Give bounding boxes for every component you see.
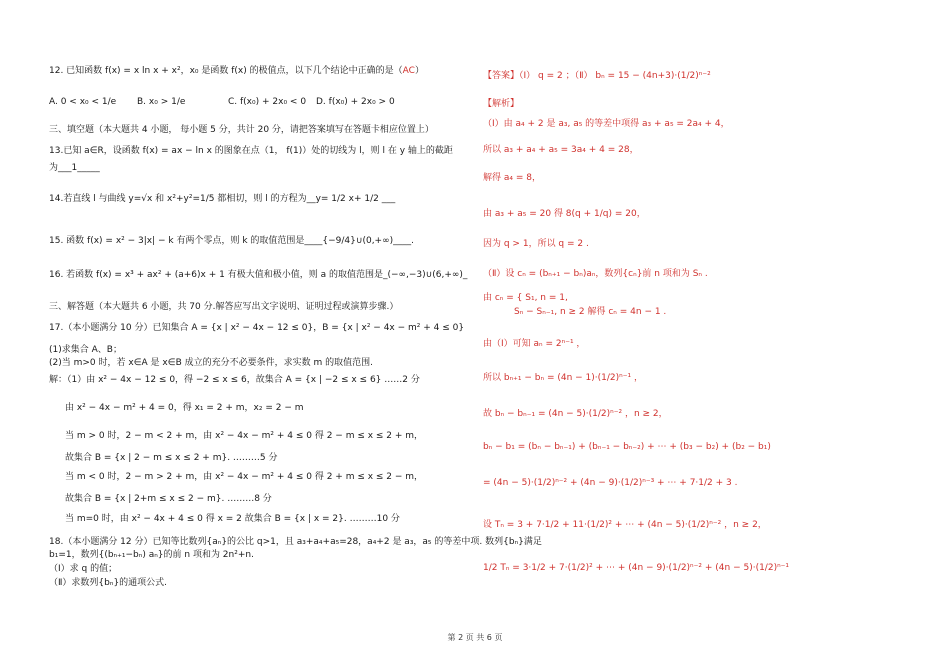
question-18-line2: b₁=1，数列{(bₙ₊₁−bₙ) aₙ}的前 n 项和为 2n²+n. bbox=[49, 550, 254, 560]
answer-text: （Ⅰ） q = 2 ；（Ⅱ） bₙ = 15 − (4n+3)·(1/2)ⁿ⁻² bbox=[519, 71, 711, 81]
question-17: 17.（本小题满分 10 分）已知集合 A = {x | x² − 4x − 12 ≤ 0}，B = {x | x² − 4x − m² + 4 ≤ 0} bbox=[49, 323, 465, 333]
solution-17-step4: 故集合 B = {x | 2 − m ≤ x ≤ 2 + m}. ………5 分 bbox=[65, 453, 278, 463]
analysis-step7b: Sₙ − Sₙ₋₁, n ≥ 2 解得 cₙ = 4n − 1 . bbox=[514, 307, 667, 317]
question-12-option-a: A. 0 < x₀ < 1/e bbox=[49, 97, 117, 107]
question-12 bbox=[49, 65, 424, 77]
analysis-step11: bₙ − b₁ = (bₙ − bₙ₋₁) + (bₙ₋₁ − bₙ₋₂) + ⋯ + (b₃ − b₂) + (b₂ − b₁) bbox=[483, 442, 771, 452]
section-fill-blank-heading: 三、填空题（本大题共 4 小题， 每小题 5 分，共计 20 分，请把答案填写在答题卡相应位置上） bbox=[49, 125, 434, 135]
page-footer: 第 2 页 共 6 页 bbox=[447, 633, 503, 642]
solution-17-step2: 由 x² − 4x − m² + 4 = 0，得 x₁ = 2 + m，x₂ = 2 − m bbox=[65, 403, 304, 413]
analysis-step12: = (4n − 5)·(1/2)ⁿ⁻² + (4n − 9)·(1/2)ⁿ⁻³ + ⋯ + 7·1/2 + 3 . bbox=[483, 478, 738, 488]
analysis-step7a: 由 cₙ = { S₁, n = 1, bbox=[483, 293, 568, 303]
question-12-option-b: B. x₀ > 1/e bbox=[137, 97, 186, 107]
answer-label: 【答案】 bbox=[483, 71, 520, 81]
question-12-answer: AC bbox=[402, 66, 415, 76]
question-18-part1: （Ⅰ）求 q 的值； bbox=[49, 564, 118, 574]
question-18-part2: （Ⅱ）求数列{bₙ}的通项公式. bbox=[49, 578, 168, 588]
question-12-close: ） bbox=[414, 66, 424, 76]
question-12-text: 12. 已知函数 f(x) = x ln x + x²，x₀ 是函数 f(x) 的极值点，以下几个结论中正确的是（ bbox=[49, 66, 403, 76]
analysis-step14: 1/2 Tₙ = 3·1/2 + 7·(1/2)² + ⋯ + (4n − 9)·(1/2)ⁿ⁻² + (4n − 5)·(1/2)ⁿ⁻¹ bbox=[483, 563, 790, 573]
question-16: 16. 若函数 f(x) = x³ + ax² + (a+6)x + 1 有极大值和极小值，则 a 的取值范围是_(−∞,−3)∪(6,+∞)_ bbox=[49, 270, 468, 280]
solution-17-step6: 故集合 B = {x | 2+m ≤ x ≤ 2 − m}. ………8 分 bbox=[65, 494, 272, 504]
solution-17-step3: 当 m > 0 时，2 − m < 2 + m，由 x² − 4x − m² + 4 ≤ 0 得 2 − m ≤ x ≤ 2 + m， bbox=[65, 431, 424, 441]
analysis-step8: 由（Ⅰ）可知 aₙ = 2ⁿ⁻¹ ， bbox=[483, 339, 586, 349]
analysis-step9: 所以 bₙ₊₁ − bₙ = (4n − 1)·(1/2)ⁿ⁻¹ ， bbox=[483, 373, 643, 383]
analysis-step2: 所以 a₃ + a₄ + a₅ = 3a₄ + 4 = 28， bbox=[483, 145, 639, 155]
analysis-step13: 设 Tₙ = 3 + 7·1/2 + 11·(1/2)² + ⋯ + (4n − 5)·(1/2)ⁿ⁻² ，n ≥ 2， bbox=[483, 520, 767, 530]
section-answer-heading: 三、解答题（本大题共 6 小题，共 70 分.解答应写出文字说明、证明过程或演算步骤.） bbox=[49, 302, 399, 312]
question-17-part1: (1)求集合 A、B； bbox=[49, 345, 122, 355]
question-13-line2: 为___1_____ bbox=[49, 163, 100, 173]
question-15: 15. 函数 f(x) = x² − 3|x| − k 有两个零点，则 k 的取值范围是____{−9/4}∪(0,+∞)____. bbox=[49, 236, 414, 246]
solution-17-step5: 当 m < 0 时，2 − m > 2 + m，由 x² − 4x − m² + 4 ≤ 0 得 2 + m ≤ x ≤ 2 − m， bbox=[65, 472, 424, 482]
analysis-step6: （Ⅱ）设 cₙ = (bₙ₊₁ − bₙ)aₙ，数列{cₙ}前 n 项和为 Sₙ . bbox=[483, 269, 708, 279]
analysis-step5: 因为 q > 1，所以 q = 2 . bbox=[483, 239, 589, 249]
question-12-option-c: C. f(x₀) + 2x₀ < 0 bbox=[228, 97, 307, 107]
question-12-option-d: D. f(x₀) + 2x₀ > 0 bbox=[316, 97, 395, 107]
analysis-step3: 解得 a₄ = 8， bbox=[483, 173, 541, 183]
analysis-step1: （Ⅰ）由 a₄ + 2 是 a₃, a₅ 的等差中项得 a₃ + a₅ = 2a₄ + 4， bbox=[483, 119, 730, 129]
solution-17-step7: 当 m=0 时，由 x² − 4x + 4 ≤ 0 得 x = 2 故集合 B = {x | x = 2}. ………10 分 bbox=[65, 514, 400, 524]
question-18-line1: 18.（本小题满分 12 分）已知等比数列{aₙ}的公比 q>1，且 a₃+a₄+a₅=28，a₄+2 是 a₃，a₅ 的等差中项. 数列{bₙ}满足 bbox=[49, 537, 542, 547]
analysis-step4: 由 a₃ + a₅ = 20 得 8(q + 1/q) = 20， bbox=[483, 209, 646, 219]
question-13-line1: 13.已知 a∈R，设函数 f(x) = ax − ln x 的图象在点（1， f(1)）处的切线为 l，则 l 在 y 轴上的截距 bbox=[49, 146, 453, 156]
answer-line bbox=[483, 70, 711, 82]
question-17-part2: (2)当 m>0 时，若 x∈A 是 x∈B 成立的充分不必要条件，求实数 m 的取值范围. bbox=[49, 358, 373, 368]
analysis-step10: 故 bₙ − bₙ₋₁ = (4n − 5)·(1/2)ⁿ⁻² ，n ≥ 2， bbox=[483, 409, 668, 419]
analysis-label: 【解析】 bbox=[483, 99, 520, 109]
question-14: 14.若直线 l 与曲线 y=√x 和 x²+y²=1/5 都相切，则 l 的方程为__y= 1/2 x+ 1/2 ___ bbox=[49, 194, 396, 204]
solution-17-step1: 解：（1）由 x² − 4x − 12 ≤ 0，得 −2 ≤ x ≤ 6，故集合 A = {x | −2 ≤ x ≤ 6} ……2 分 bbox=[49, 375, 420, 385]
